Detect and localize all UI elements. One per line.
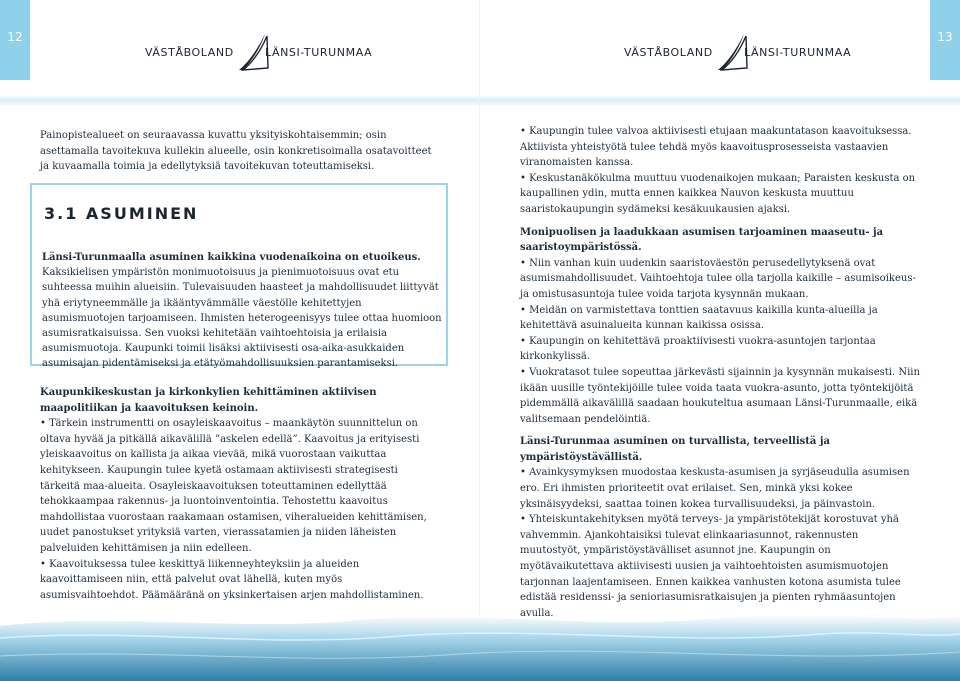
right-bullet-2: • Keskustanäkökulma muuttuu vuodenaikojen mukaan; Paraisten keskusta on kaupallinen ydin, mutta ennen kaikkea Nauvon keskusta muuttuu saaristokaupungin sydämeksi kesäkuukausien ajaksi. [520,171,920,218]
left-subheading: Kaupunkikeskustan ja kirkonkylien kehittäminen aktiivisen maapolitiikan ja kaavoituksen keinoin. [40,387,377,414]
right-subheading-2: Länsi-Turunmaa asuminen on turvallista, terveellistä ja ympäristöystävällistä. [520,436,830,463]
brand-logo-left [145,32,373,72]
box-lead: Länsi-Turunmaalla asuminen kaikkina vuodenaikoina on etuoikeus. [42,252,421,263]
brand-word-vastaboland: VÄSTÅBOLAND [624,46,713,59]
brand-logo-right [624,32,852,72]
section-box-asuminen [30,183,448,370]
water-surface-image [0,608,960,681]
header-rule-left [0,95,480,105]
brand-word-vastaboland: VÄSTÅBOLAND [145,46,234,59]
box-paragraph: Kaksikielisen ympäristön monimuotoisuus ja pienimuotoisuus ovat etu suhteessa muihin alueisiin. Tulevaisuuden haasteet ja mahdollisuudet liittyvät yhä eriytyneemmälle ja ikääntyvämmälle väestölle kehitettyjen asumismuotojen tarjoamiseen. Ihmisten heterogeenisyys tulee ottaa huomioon asumisratkaisuissa. Sen vuoksi kehitetään vaihtoehtoisia ja erilaisia asumismuotoja. Kaupunki toimii lisäksi aktiivisesti osa-aika-asukkaiden asumisajan pidentämiseksi ja etätyömahdollisuuksien parantamiseksi. [42,267,442,370]
right-bullet-4: • Meidän on varmistettava tonttien saatavuus kaikilla kunta-alueilla ja kehitettävä asuinalueita kunnan kaikissa osissa. [520,303,920,334]
section-title: 3.1 ASUMINEN [44,204,199,223]
right-bullet-3: • Niin vanhan kuin uudenkin saaristoväestön perusedellytyksenä ovat asumismahdollisuudet. Vaihtoehtoja tulee olla tarjolla kaikille – asumisoikeus- ja omistusasuntoja tulee voida tarjota kysynnän mukaan. [520,256,920,303]
right-bullet-8: • Yhteiskuntakehityksen myötä terveys- ja ympäristötekijät korostuvat yhä vahvemmin. Ajankohtaisiksi tulevat elinkaariasunnot, rakennusten muutostyöt, ympäristöystävälliset asunnot jne. Kaupungin on myötävaikutettava aktiivisesti uusien ja vaihtoehtoisten asumismuotojen tarjonnan laajentamiseen. Ennen kaikkea vanhusten kotona asumista tulee edistää residenssi- ja senioriasumisratkaisujen ja pienten ryhmäasuntojen avulla. [520,512,920,621]
page-number-right: 13 [930,0,960,80]
brand-word-lansi-turunmaa: LÄNSI-TURUNMAA [265,46,373,59]
header-rule-right [480,95,960,105]
right-page [480,0,960,681]
left-column-body [40,385,440,603]
brand-word-lansi-turunmaa: LÄNSI-TURUNMAA [744,46,852,59]
right-bullet-6: • Vuokratasot tulee sopeuttaa järkevästi sijainnin ja kysynnän mukaisesti. Niin ikään uusille työntekijöille tulee voida taata vuokra-asunto, jotta työntekijöitä pidemmällä aikavälillä saadaan houkuteltua asumaan Länsi-Turunmaalle, eikä valitsemaan pendelöintiä. [520,365,920,427]
left-bullet-1: • Tärkein instrumentti on osayleiskaavoitus – maankäytön suunnittelun on oltava hyvää ja pitkällä aikavälillä ”askelen edellä”. Kaavoitus ja erityisesti yleiskaavoitus on kallista ja aikaa vievää, mikä vuorostaan vaikuttaa kehitykseen. Kaupungin tulee kyetä ostamaan aktiivisesti strategisesti tärkeitä maa-alueita. Osayleiskaavoituksen toteuttaminen edellyttää tehokkaampaa rakennus- ja luontoinventointia. Tehostettu kaavoitus mahdollistaa vuorostaan raakamaan ostamisen, viheralueiden kehittämisen, uudet panostukset yrityksiä varten, vierassatamien ja niiden läheisten palveluiden kehittämisen ja niin edelleen. [40,416,440,556]
intro-paragraph: Painopistealueet on seuraavassa kuvattu yksityiskohtaisemmin; osin asettamalla tavoitekuva kullekin alueelle, osin konkretisoimalla osatavoitteet ja kuvaamalla toimia ja edellytyksiä tavoitekuvan toteuttamiseksi. [40,130,432,173]
right-bullet-1: • Kaupungin tulee valvoa aktiivisesti etujaan maakuntatason kaavoituksessa. Aktiivista yhteistyötä tulee tehdä myös kaavoitusprosesseista vastaavien viranomaisten kanssa. [520,124,920,171]
right-bullet-5: • Kaupungin on kehitettävä proaktiivisesti vuokra-asuntojen tarjontaa kirkonkylissä. [520,334,920,365]
section-box-text [42,250,442,372]
right-column-body [520,124,920,653]
left-bullet-2: • Kaavoituksessa tulee keskittyä liikenneyhteyksiin ja alueiden kaavoittamiseen niin, että palvelut ovat lähellä, kuten myös asumisvaihtoehdot. Päämääränä on yksinkertaisen arjen mahdollistaminen. [40,557,440,604]
right-subheading-1: Monipuolisen ja laadukkaan asumisen tarjoaminen maaseutu- ja saaristoympäristössä. [520,226,884,254]
page-number-left: 12 [0,0,30,80]
right-bullet-7: • Avainkysymyksen muodostaa keskusta-asumisen ja syrjäseudulla asumisen ero. Eri ihmisten prioriteetit ovat erilaiset. Sen, minkä yksi kokee yksinäisyydeksi, saattaa toinen kokea turvallisuudeksi, ja päinvastoin. [520,465,920,512]
